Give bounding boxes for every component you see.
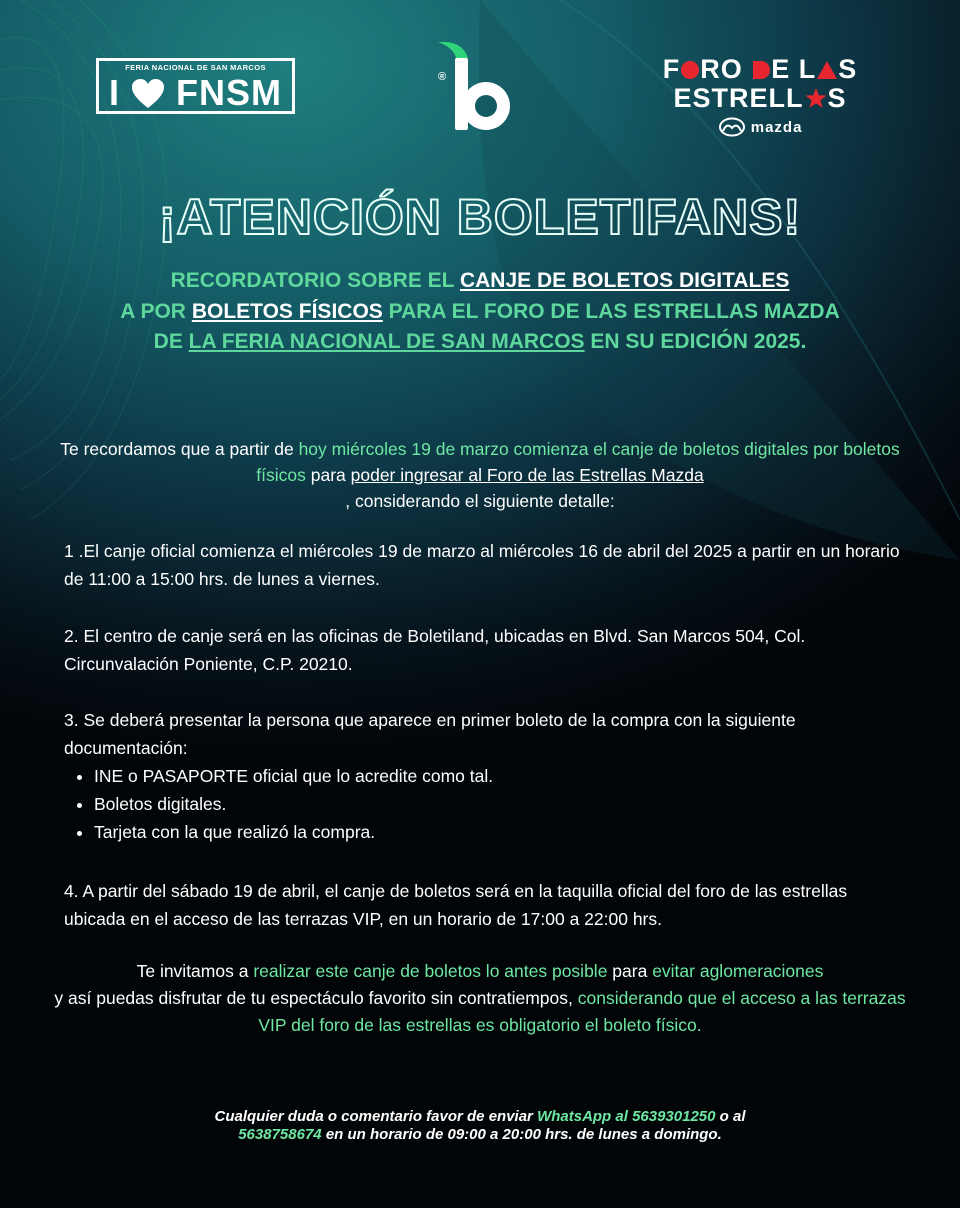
- mazda-logo-icon: [718, 117, 746, 137]
- mazda-brand: [652, 117, 868, 137]
- intro-highlight: hoy miércoles 19 de marzo comienza el canje de boletos digitales por boletos físicos: [256, 439, 900, 485]
- closing-paragraph: Te invitamos a realizar este canje de boletos lo antes posible para evitar aglomeraciones y así puedas disfrutar de tu espectáculo favorito sin contratiempos, considerando que el acceso a las terrazas VIP del foro de las estrellas es obligatorio el boleto físico.: [54, 961, 906, 1035]
- foro-logo-line1: [652, 55, 868, 84]
- foro-logo-line2: [652, 84, 868, 113]
- point-3: [64, 707, 904, 846]
- point-2: 2. El centro de canje será en las oficinas de Boletiland, ubicadas en Blvd. San Marcos 504, Col. Circunvalación Poniente, C.P. 20210.: [64, 626, 806, 674]
- registered-mark: ®: [438, 71, 447, 83]
- intro-underline: poder ingresar al Foro de las Estrellas Mazda: [350, 465, 704, 485]
- whatsapp-number[interactable]: WhatsApp al 5639301250: [537, 1108, 716, 1125]
- intro-paragraph: Te recordamos que a partir de hoy miércoles 19 de marzo comienza el canje de boletos digitales por boletos físicos para poder ingresar al Foro de las Estrellas Mazda , considerando el siguiente detalle:: [60, 439, 900, 511]
- list-item: • Tarjeta con la que realizó la compra.: [94, 818, 904, 846]
- red-star-icon: [804, 87, 828, 109]
- fnsm-logo-i: I: [108, 72, 120, 113]
- point-1: 1 .El canje oficial comienza el miércoles 19 de marzo al miércoles 16 de abril del 2025 a partir en un horario de 11:00 a 15:00 hrs. de lunes a viernes.: [64, 541, 900, 589]
- list-item: • Boletos digitales.: [94, 790, 904, 818]
- foro-logo-s: S: [838, 54, 858, 84]
- fnsm-logo-caption: FERIA NACIONAL DE SAN MARCOS: [125, 63, 266, 72]
- red-triangle-icon: [816, 60, 838, 80]
- fnsm-logo-text: FNSM: [176, 72, 283, 113]
- point-3-text: 3. Se deberá presentar la persona que aparece en primer boleto de la compra con la siguiente documentación:: [64, 710, 796, 758]
- foro-logo-el: E L: [771, 54, 817, 84]
- document-list: [64, 762, 904, 846]
- foro-estrellas-logo: [652, 55, 868, 147]
- closing-highlight-1: realizar este canje de boletos lo antes posible: [253, 961, 608, 981]
- reminder-heading: RECORDATORIO SOBRE EL CANJE DE BOLETOS DIGITALES A POR BOLETOS FÍSICOS PARA EL FORO DE LAS ESTRELLAS MAZDA DE LA FERIA NACIONAL DE SAN MARCOS EN SU EDICIÓN 2025.: [120, 269, 840, 353]
- contact-footer: Cualquier duda o comentario favor de enviar WhatsApp al 5639301250 o al 5638758674 en un horario de 09:00 a 20:00 hrs. de lunes a domingo.: [214, 1108, 746, 1143]
- mazda-wordmark: mazda: [750, 119, 803, 136]
- red-half-circle-icon: [751, 60, 771, 80]
- feria-san-marcos-link[interactable]: LA FERIA NACIONAL DE SAN MARCOS: [188, 330, 585, 353]
- canje-digital-link[interactable]: CANJE DE BOLETOS DIGITALES: [459, 269, 790, 292]
- boletiland-b-icon: [434, 42, 518, 134]
- list-item: • INE o PASAPORTE oficial que lo acredite como tal.: [94, 762, 904, 790]
- foro-logo-f: F: [662, 54, 681, 84]
- fnsm-logo: [96, 58, 295, 114]
- foro-logo-s2: S: [827, 83, 847, 113]
- heart-icon: [131, 78, 165, 110]
- foro-logo-ro: RO: [700, 54, 752, 84]
- point-4: 4. A partir del sábado 19 de abril, el canje de boletos será en la taquilla oficial del foro de las estrellas ubicada en el acceso de las terrazas VIP, en un horario de 17:00 a 22:00 hrs.: [64, 881, 848, 929]
- closing-highlight-3: considerando que el acceso a las terrazas VIP del foro de las estrellas es obligatorio el boleto físico.: [258, 988, 906, 1035]
- boletos-fisicos-link[interactable]: BOLETOS FÍSICOS: [191, 299, 383, 323]
- phone-number[interactable]: 5638758674: [238, 1126, 322, 1143]
- red-circle-icon: [680, 60, 700, 80]
- foro-logo-estrell: ESTRELL: [673, 83, 804, 113]
- page-title: ¡ATENCIÓN BOLETIFANS!: [158, 189, 802, 245]
- closing-highlight-2: evitar aglomeraciones: [652, 961, 824, 981]
- boletiland-logo: [434, 42, 518, 134]
